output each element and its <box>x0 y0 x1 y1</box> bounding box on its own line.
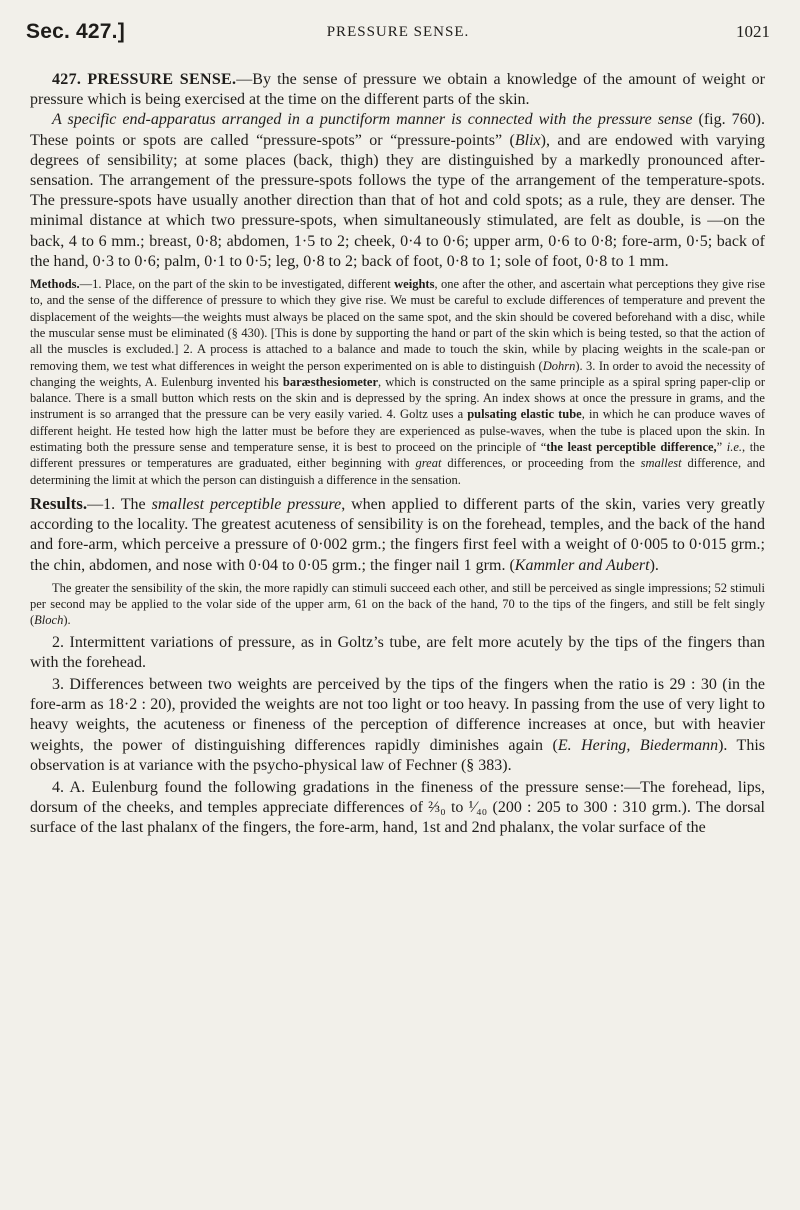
page-number: 1021 <box>736 22 770 41</box>
citation-bloch: Bloch <box>34 613 64 628</box>
citation-kammler-aubert: Kammler and Aubert <box>514 556 650 574</box>
text-span: difference, and determining the limit at which the person can distinguish a difference in the sensation. <box>30 456 765 487</box>
section-number: 427. <box>52 71 82 88</box>
text-span: ). 3. In order to avoid the necessity of changing the weights, A. Eulenburg invented his <box>30 358 765 389</box>
specific-apparatus-phrase: A specific end-apparatus arranged in a punctiform manner is connected with the pressure sense <box>52 111 693 129</box>
running-title: PRESSURE SENSE. <box>326 24 470 40</box>
results-label: Results. <box>30 493 88 513</box>
text-span: ). <box>649 556 659 574</box>
citation-dohrn: Dohrn <box>542 358 576 373</box>
methods-paragraph <box>30 276 765 488</box>
text-span: ” <box>716 440 727 454</box>
text-span: , one after the other, and ascertain what perceptions they give rise to, and the sense of the difference of pressure to which they give rise. We must be careful to exclude differences of temperature and prevent the displacement of the weights—the weights must always be placed on the same spot, and the skin should be covered beforehand with a disc, while the muscular sense must be eliminated (§ 430). [This is done by supporting the hand or part of the skin which is being tested, so that the action of all the muscles is excluded.] 2. A process is attached to a balance and made to touch the skin, while by placing weights in the scale-pan or removing them, we test what differences in weight the person experimented on is able to distinguish ( <box>30 277 765 373</box>
term-weights: weights <box>394 277 435 292</box>
result-3-paragraph <box>30 675 765 776</box>
text-span: , which is constructed on the same principle as a spiral spring paper-clip or balance. There is a small button which rests on the skin and is depressed by the spring. An index shows at once the pressure in grams, and the instrument is so arranged that the pressure can be very easily varied. 4. Goltz uses a <box>30 374 765 422</box>
text-span: smallest <box>640 456 682 471</box>
text-span: 3. Differences between two weights are perceived by the tips of the fingers when the ratio is 29 : 30 (in the fore-arm as 18·2 : 20), provided the weights are not too light or too heavy. In passing from the use of very light to heavy weights, the acuteness or fineness of the perception of difference increases at once, but with heavier weights, the power of distinguishing differences rapidly diminishes again ( <box>30 676 765 754</box>
text-span: smallest perceptible pressure <box>151 495 342 513</box>
section-heading: PRESSURE SENSE. <box>87 71 237 88</box>
text-span: , in which he can produce waves of different height. He tested how high the latter must be before they are experienced as pulse-waves, when the tube is placed upon the skin. In estimating both the pressure sense and temperature sense, it is best to proceed on the principle of “ <box>30 407 765 454</box>
intro-text: —By the sense of pressure we obtain a knowledge of the amount of weight or pressure which is being exercised at the time on the different parts of the skin. <box>30 71 765 109</box>
methods-label: Methods. <box>30 277 80 292</box>
term-pulsating-tube: pulsating elastic tube <box>467 407 582 422</box>
section-reference: Sec. 427.] <box>26 20 125 43</box>
text-span: ). This observation is at variance with the psycho-physical law of Fechner (§ 383). <box>30 736 766 774</box>
result-2-paragraph: 2. Intermittent variations of pressure, as in Goltz’s tube, are felt more acutely by the tips of the fingers than with the forehead. <box>30 633 765 671</box>
text-span: great <box>415 456 442 471</box>
results-paragraph <box>30 494 765 576</box>
running-header <box>26 18 770 48</box>
text-span: , when applied to different parts of the skin, varies very greatly according to the locality. The greatest acuteness of sensibility is on the forehead, temples, and the back of the hand and fore-arm, which perceive a pressure of 0·002 grm.; the fingers first feel with a weight of 0·005 to 0·015 grm.; the chin, abdomen, and nose with 0·04 to 0·05 grm.; the finger nail 1 grm. ( <box>30 495 766 574</box>
result-4-paragraph: 4. A. Eulenburg found the following gradations in the fineness of the pressure sense:—The forehead, lips, dorsum of the cheeks, and temples appreciate differences of ⅔₀ to ¹⁄₄₀ (200 : 205 to 300 : 310 grm.). The dorsal surface of the last phalanx of the fingers, the fore-arm, hand, 1st and 2nd phalanx, the volar surface of the <box>30 779 765 837</box>
text-span: The greater the sensibility of the skin, the more rapidly can stimuli succeed each other, and still be perceived as single impressions; 52 stimuli per second may be applied to the volar side of the upper arm, 61 on the back of the hand, 70 to the tips of the fingers, and still be felt singly ( <box>30 580 765 628</box>
sensibility-note <box>30 580 765 629</box>
text-span: , the different pressures or temperatures are graduated, either beginning with <box>30 440 765 471</box>
text-span: differences, or proceeding from the <box>441 456 641 471</box>
text-span: i.e. <box>726 440 743 454</box>
citation-blix: Blix <box>514 131 541 149</box>
text-span: —1. Place, on the part of the skin to be investigated, different <box>79 277 395 292</box>
pressure-spots-paragraph <box>30 110 765 272</box>
text-span: (fig. 760). These points or spots are called “pressure-spots” or “pressure-points” ( <box>30 111 765 149</box>
text-span: —1. The <box>87 495 152 513</box>
page-body <box>30 70 765 839</box>
text-span: ), and are endowed with varying degrees of sensibility; at some places (back, thigh) they are distinguished by a markedly pronounced after-sensation. The arrangement of the pressure-spots follows the type of the arrangement of the temperature-spots. The pressure-spots have usually another direction than that of hot and cold spots; as a rule, they are denser. The minimal distance at which two pressure-spots, when simultaneously stimulated, are felt as double, is —on the back, 4 to 6 mm.; breast, 0·8; abdomen, 1·5 to 2; cheek, 0·4 to 0·6; upper arm, 0·6 to 0·8; fore-arm, 0·5; back of the hand, 0·3 to 0·6; palm, 0·1 to 0·5; leg, 0·8 to 2; back of foot, 0·8 to 1; sole of foot, 0·8 to 1 mm. <box>30 131 765 270</box>
text-span: ). <box>63 613 71 628</box>
term-baraesthesiometer: baræsthesiometer <box>282 374 379 389</box>
citation-hering-biedermann: E. Hering, Biedermann <box>557 736 719 754</box>
section-intro-paragraph <box>30 70 765 110</box>
term-least-difference: the least perceptible difference, <box>546 440 717 454</box>
